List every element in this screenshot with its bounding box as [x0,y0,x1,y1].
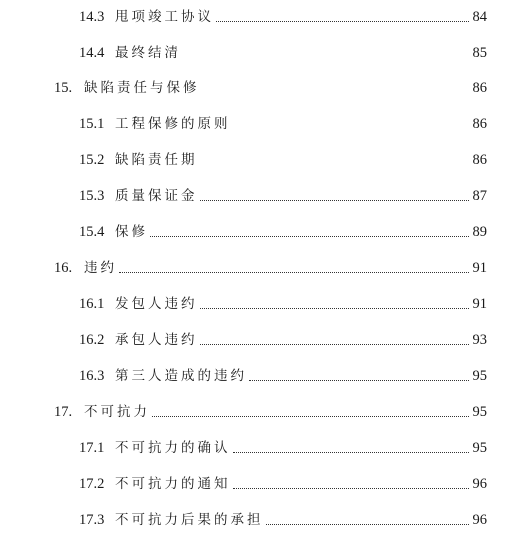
toc-entry-15-2[interactable] [79,145,487,169]
toc-entry-number: 15.4 [79,224,105,240]
toc-entry-title: 甩项竣工协议 [115,9,214,25]
toc-entry-title: 质量保证金 [115,188,198,204]
toc-entry-15-3[interactable] [79,181,487,205]
toc-entry-title: 最终结清 [115,45,181,61]
toc-entry-title: 不可抗力的确认 [115,440,231,456]
toc-entry-17-3[interactable] [79,505,487,529]
toc-entry-number: 17.2 [79,476,105,492]
toc-entry-page: 87 [472,188,487,204]
dot-leader [152,415,469,417]
dot-leader [150,235,469,237]
dot-leader [202,91,470,93]
toc-entry-number: 15.1 [79,116,105,132]
dot-leader [233,487,470,489]
dot-leader [216,20,469,22]
toc-entry-17[interactable] [54,397,487,421]
dot-leader [200,163,470,165]
toc-entry-title: 不可抗力 [84,404,150,420]
toc-entry-number: 16.1 [79,296,105,312]
toc-entry-14-3[interactable] [79,2,487,26]
toc-entry-title: 承包人违约 [115,332,198,348]
toc-entry-number: 16.2 [79,332,105,348]
toc-entry-page: 86 [472,80,487,96]
toc-entry-page: 91 [472,296,487,312]
toc-entry-number: 16.3 [79,368,105,384]
toc-entry-14-4[interactable] [79,38,487,62]
toc-entry-page: 86 [472,116,487,132]
toc-entry-page: 84 [472,9,487,25]
toc-entry-number: 15.2 [79,152,105,168]
toc-entry-number: 16. [54,260,73,276]
toc-entry-title: 不可抗力的通知 [115,476,231,492]
toc-entry-17-2[interactable] [79,469,487,493]
toc-entry-page: 95 [472,368,487,384]
toc-entry-page: 86 [472,152,487,168]
dot-leader [200,343,470,345]
toc-entry-16-3[interactable] [79,361,487,385]
toc-entry-title: 缺陷责任与保修 [84,80,200,96]
toc-entry-page: 96 [472,512,487,528]
dot-leader [119,271,469,273]
toc-entry-number: 14.4 [79,45,105,61]
dot-leader [233,451,470,453]
toc-entry-16-1[interactable] [79,289,487,313]
toc-entry-title: 第三人造成的违约 [115,368,247,384]
toc-entry-title: 发包人违约 [115,296,198,312]
toc-entry-number: 15. [54,80,73,96]
toc-entry-number: 15.3 [79,188,105,204]
toc-entry-page: 85 [472,45,487,61]
toc-entry-page: 93 [472,332,487,348]
toc-entry-page: 91 [472,260,487,276]
toc-entry-title: 缺陷责任期 [115,152,198,168]
toc-entry-page: 89 [472,224,487,240]
toc-entry-15-1[interactable] [79,109,487,133]
toc-entry-15-4[interactable] [79,217,487,241]
toc-entry-title: 违约 [84,260,117,276]
dot-leader [200,199,470,201]
dot-leader [200,307,470,309]
dot-leader [249,379,469,381]
toc-entry-page: 96 [472,476,487,492]
toc-entry-title: 工程保修的原则 [115,116,231,132]
dot-leader [183,56,469,58]
toc-entry-16-2[interactable] [79,325,487,349]
dot-leader [266,523,470,525]
toc-entry-15[interactable] [54,73,487,97]
dot-leader [233,127,470,129]
toc-entry-number: 17.3 [79,512,105,528]
toc-entry-number: 17. [54,404,73,420]
toc-entry-number: 17.1 [79,440,105,456]
toc-entry-title: 保修 [115,224,148,240]
toc-entry-page: 95 [472,440,487,456]
toc-entry-title: 不可抗力后果的承担 [115,512,264,528]
toc-entry-17-1[interactable] [79,433,487,457]
toc-entry-16[interactable] [54,253,487,277]
toc-entry-page: 95 [472,404,487,420]
toc-entry-number: 14.3 [79,9,105,25]
